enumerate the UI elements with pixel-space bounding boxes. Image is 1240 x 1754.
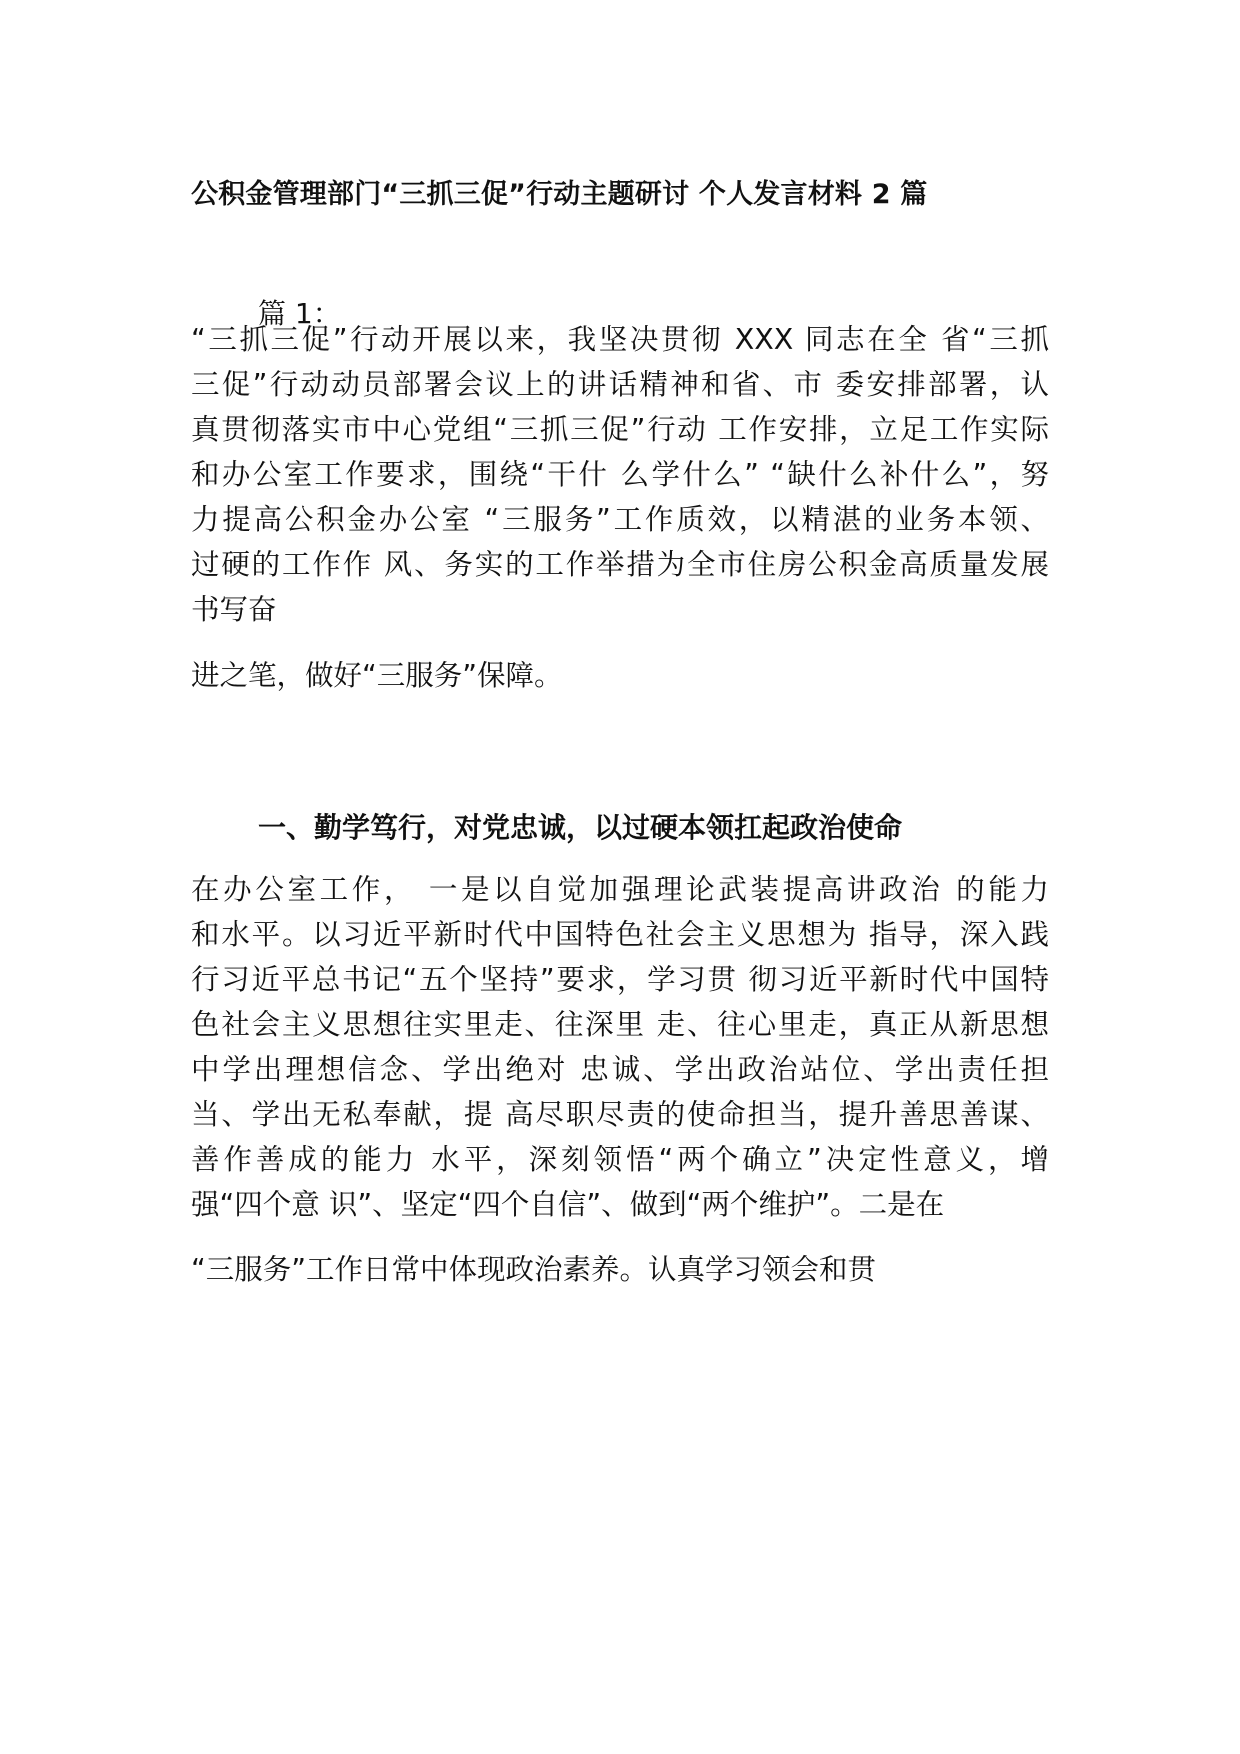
paragraph-line: 行习近平总书记“五个坚持”要求，学习贯 彻习近平新时代中国特: [191, 963, 1049, 996]
paragraph-line: “三抓三促”行动开展以来，我坚决贯彻 XXX 同志在全 省“三抓: [191, 323, 1049, 356]
paragraph-line: 色社会主义思想往实里走、往深里 走、往心里走，真正从新思想: [191, 1008, 1049, 1041]
paragraph-line: 力提高公积金办公室 “三服务”工作质效，以精湛的业务本领、: [191, 503, 1049, 536]
paragraph-line: 和水平。以习近平新时代中国特色社会主义思想为 指导，深入践: [191, 918, 1049, 951]
paragraph-line: 真贯彻落实市中心党组“三抓三促”行动 工作安排，立足工作实际: [191, 413, 1049, 446]
paragraph-continuation: “三服务”工作日常中体现政治素养。认真学习领会和贯: [191, 1253, 877, 1286]
paragraph-line: 当、学出无私奉献，提 高尽职尽责的使命担当，提升善思善谋、: [191, 1098, 1049, 1131]
paragraph-line: 三促”行动动员部署会议上的讲话精神和省、市 委安排部署，认: [191, 368, 1049, 401]
section-label: 篇 1：: [258, 297, 341, 330]
paragraph-line: 和办公室工作要求，围绕“干什 么学什么” “缺什么补什么”，努: [191, 458, 1049, 491]
paragraph-line: 善作善成的能力 水平，深刻领悟“两个确立”决定性意义，增: [191, 1143, 1049, 1176]
document-title: 公积金管理部门“三抓三促”行动主题研讨 个人发言材料 2 篇: [191, 179, 928, 210]
paragraph-line: 书写奋: [191, 593, 277, 626]
paragraph-line: 强“四个意 识”、坚定“四个自信”、做到“两个维护”。二是在: [191, 1188, 945, 1221]
paragraph-line: 过硬的工作作 风、务实的工作举措为全市住房公积金高质量发展: [191, 548, 1049, 581]
paragraph-line: 在办公室工作， 一是以自觉加强理论武装提高讲政治 的能力: [191, 873, 1049, 906]
section-heading: 一、勤学笃行，对党忠诚，以过硬本领扛起政治使命: [258, 811, 903, 844]
paragraph-continuation: 进之笔，做好“三服务”保障。: [191, 659, 563, 692]
paragraph-line: 中学出理想信念、学出绝对 忠诚、学出政治站位、学出责任担: [191, 1053, 1049, 1086]
